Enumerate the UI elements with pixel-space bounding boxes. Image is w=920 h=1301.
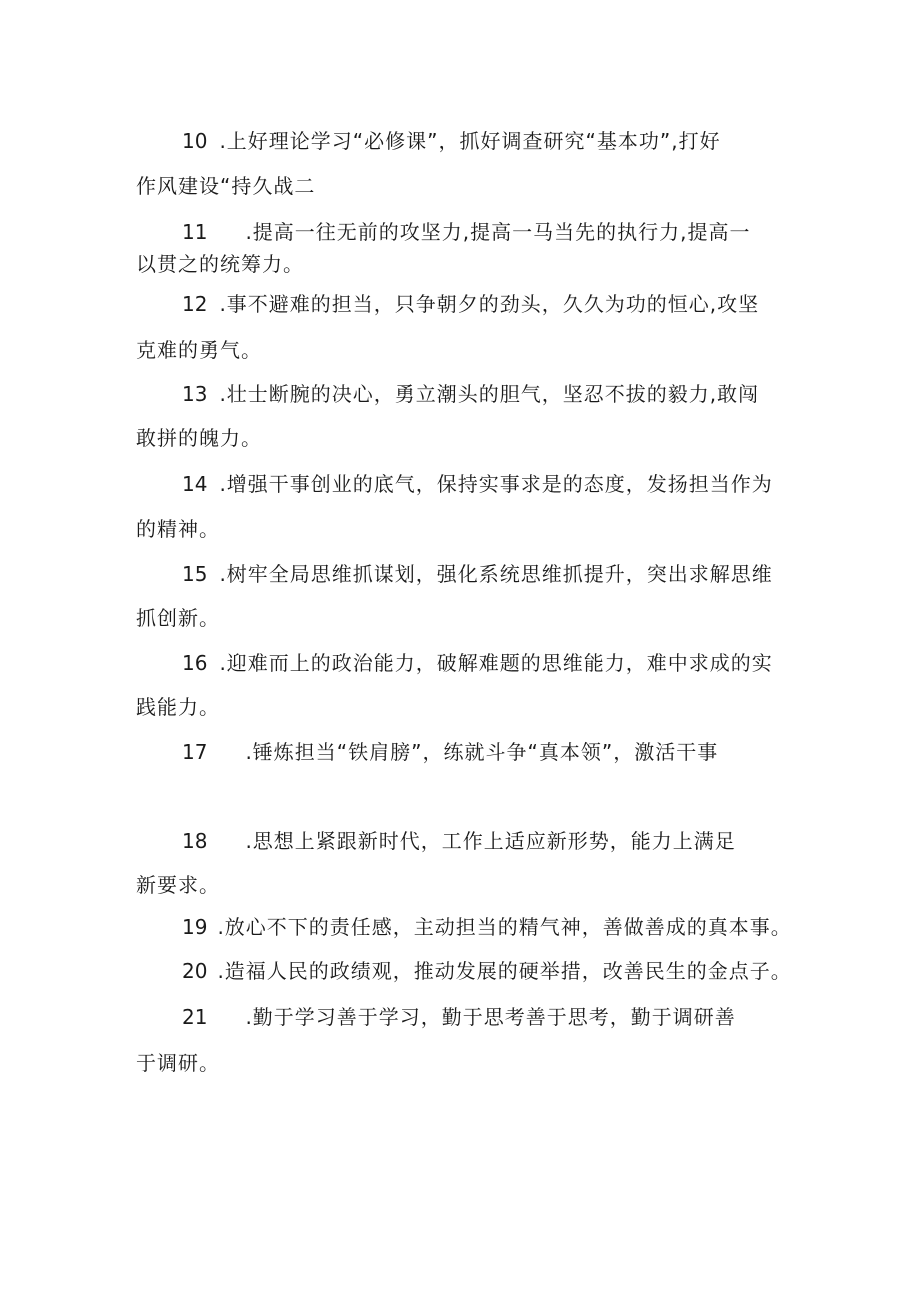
- item-number: 14: [182, 472, 208, 496]
- item-text-continued: 以贯之的统筹力。: [136, 252, 304, 276]
- item-number: 18: [182, 829, 208, 853]
- list-item-16-line-1: [182, 650, 773, 676]
- list-item-18-line-2: [136, 872, 220, 898]
- item-text: .壮士断腕的决心，勇立潮头的胆气，坚忍不拔的毅力,敢闯: [219, 382, 760, 406]
- item-number: 21: [182, 1005, 208, 1029]
- item-text-continued: 于调研。: [136, 1051, 220, 1075]
- list-item-10-line-2: [136, 173, 315, 199]
- item-text: .锤炼担当“铁肩膀”，练就斗争“真本领”，激活干事: [245, 740, 719, 764]
- item-text: .树牢全局思维抓谋划，强化系统思维抓提升，突出求解思维: [219, 562, 773, 586]
- list-item-11-line-1: [182, 219, 751, 245]
- list-item-12-line-2: [136, 337, 262, 363]
- item-text: .迎难而上的政治能力，破解难题的思维能力，难中求成的实: [219, 651, 773, 675]
- item-number: 11: [182, 220, 208, 244]
- item-number: 15: [182, 562, 208, 586]
- list-item-13-line-1: [182, 381, 759, 407]
- item-number: 10: [182, 129, 208, 153]
- list-item-15-line-1: [182, 561, 773, 587]
- list-item-18-line-1: [182, 828, 736, 854]
- list-item-21-line-1: [182, 1004, 736, 1030]
- list-item-14-line-2: [136, 516, 220, 542]
- item-text: .放心不下的责任感，主动担当的精气神，善做善成的真本事。: [217, 915, 792, 939]
- list-item-15-line-2: [136, 605, 220, 631]
- list-item-16-line-2: [136, 694, 220, 720]
- list-item-17-line-1: [182, 739, 718, 765]
- list-item-10-line-1: [182, 128, 721, 154]
- item-number: 19: [182, 915, 208, 939]
- item-text: .提高一往无前的攻坚力,提高一马当先的执行力,提高一: [245, 220, 751, 244]
- list-item-12-line-1: [182, 291, 759, 317]
- item-number: 20: [182, 959, 208, 983]
- item-text-continued: 新要求。: [136, 873, 220, 897]
- item-number: 17: [182, 740, 208, 764]
- item-text: .思想上紧跟新时代，工作上适应新形势，能力上满足: [245, 829, 736, 853]
- list-item-19-line-1: [182, 914, 792, 940]
- item-number: 16: [182, 651, 208, 675]
- item-text: .事不避难的担当，只争朝夕的劲头，久久为功的恒心,攻坚: [219, 292, 760, 316]
- item-text-continued: 敢拼的魄力。: [136, 426, 262, 450]
- item-text: .造福人民的政绩观，推动发展的硬举措，改善民生的金点子。: [217, 959, 792, 983]
- list-item-20-line-1: [182, 958, 792, 984]
- item-text-continued: 的精神。: [136, 517, 220, 541]
- list-item-21-line-2: [136, 1050, 220, 1076]
- item-number: 13: [182, 382, 208, 406]
- item-text: .上好理论学习“必修课”，抓好调查研究“基本功”,打好: [219, 129, 721, 153]
- item-number: 12: [182, 292, 208, 316]
- item-text-continued: 抓创新。: [136, 606, 220, 630]
- item-text-continued: 克难的勇气。: [136, 338, 262, 362]
- list-item-14-line-1: [182, 471, 773, 497]
- item-text: .增强干事创业的底气，保持实事求是的态度，发扬担当作为: [219, 472, 773, 496]
- list-item-13-line-2: [136, 425, 262, 451]
- item-text-continued: 作风建设“持久战二: [136, 174, 316, 198]
- item-text: .勤于学习善于学习，勤于思考善于思考，勤于调研善: [245, 1005, 736, 1029]
- list-item-11-line-2: [136, 251, 304, 277]
- item-text-continued: 践能力。: [136, 695, 220, 719]
